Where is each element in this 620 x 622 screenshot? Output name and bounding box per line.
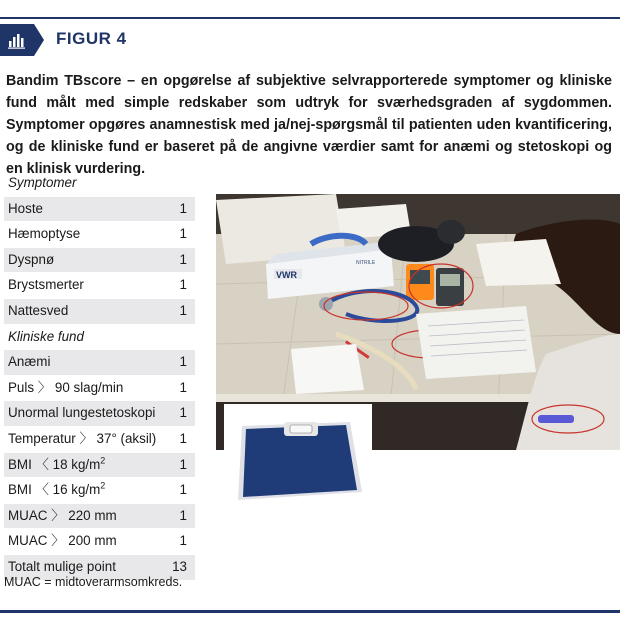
table-row <box>4 299 195 325</box>
table-row <box>4 197 195 223</box>
row-label-text: Hæmoptyse <box>8 226 81 242</box>
row-label <box>8 453 105 478</box>
figure-label: FIGUR 4 <box>56 29 127 48</box>
bar-chart-icon <box>7 31 27 49</box>
section-heading-findings <box>4 325 195 351</box>
row-label-superscript: 2 <box>100 455 106 466</box>
row-label-text: Nattesved <box>8 302 69 318</box>
row-label <box>8 299 68 324</box>
notebook-page <box>476 239 561 286</box>
row-label <box>8 401 155 426</box>
row-label <box>8 376 123 401</box>
section-heading-symptoms <box>4 171 195 197</box>
row-label-text: MUAC 〉 200 mm <box>8 533 117 549</box>
table-row <box>4 273 195 299</box>
top-rule <box>0 17 620 19</box>
row-value: 1 <box>179 456 187 472</box>
row-label-superscript: 2 <box>100 480 106 491</box>
row-value: 1 <box>179 226 187 242</box>
table-row <box>4 427 195 453</box>
total-value: 13 <box>172 558 187 574</box>
table-row <box>4 453 195 479</box>
scale-inset-photo <box>224 404 372 516</box>
row-label <box>8 529 117 554</box>
digital-meter <box>436 268 464 306</box>
table-row <box>4 401 195 427</box>
row-value: 1 <box>179 302 187 318</box>
figure-icon-box <box>0 24 34 56</box>
bottom-rule <box>0 610 620 613</box>
row-label-text: Anæmi <box>8 354 51 370</box>
form-sheet <box>291 344 364 394</box>
footnote: MUAC = midtoverarmsomkreds. <box>4 575 183 589</box>
row-label <box>8 427 156 452</box>
tbscore-table <box>4 171 195 581</box>
glove-box-brand: VWR <box>276 270 297 280</box>
table-row <box>4 478 195 504</box>
table-row <box>4 248 195 274</box>
row-value: 1 <box>179 379 187 395</box>
table-row <box>4 529 195 555</box>
row-label-text: Hoste <box>8 200 43 216</box>
row-value: 1 <box>179 354 187 370</box>
row-value: 1 <box>179 482 187 498</box>
row-value: 1 <box>179 533 187 549</box>
section-heading-label: Symptomer <box>8 175 77 190</box>
row-value: 1 <box>179 405 187 421</box>
bathroom-scale <box>238 422 362 500</box>
row-label-text: MUAC 〉 220 mm <box>8 507 117 523</box>
row-label-text: Puls 〉 90 slag/min <box>8 379 124 395</box>
figure-notch <box>34 24 44 56</box>
patient-chart <box>416 306 536 379</box>
total-label: Totalt mulige point <box>8 558 116 574</box>
table-row <box>4 504 195 530</box>
figure-header <box>0 24 620 56</box>
row-label-text: BMI 〈 16 kg/m <box>8 482 101 498</box>
glove-box-text: NITRILE <box>356 260 376 266</box>
row-label-text: Brystsmerter <box>8 277 84 293</box>
table-row <box>4 350 195 376</box>
figure-caption: Bandim TBscore – en opgørelse af subjektive selvrapporterede symptomer og kliniske fund målt med simple redskaber som udtryk for sværhedsgraden af sygdommen. Symptomer opgøres anamnestisk med ja/nej-spørgsmål til patienten uden kvantificering, og de kliniske fund er baseret på de angivne værdier samt for anæmi og stetoskopi og en klinisk vurdering. <box>6 73 612 177</box>
section-heading-label: Kliniske fund <box>8 328 84 344</box>
row-value: 1 <box>179 251 187 267</box>
row-label <box>8 273 84 298</box>
table-row <box>4 222 195 248</box>
row-label-text: Unormal lungestetoskopi <box>8 405 156 421</box>
row-label <box>8 222 80 247</box>
row-label-text: BMI 〈 18 kg/m <box>8 456 101 472</box>
row-label <box>8 350 50 375</box>
row-label <box>8 197 43 222</box>
row-label <box>8 248 54 273</box>
row-label <box>8 478 105 503</box>
table-row <box>4 376 195 402</box>
row-label-text: Dyspnø <box>8 251 55 267</box>
wrist-band <box>538 415 574 423</box>
row-value: 1 <box>179 200 187 216</box>
row-value: 1 <box>179 507 187 523</box>
row-value: 1 <box>179 277 187 293</box>
row-value: 1 <box>179 430 187 446</box>
row-label <box>8 504 117 529</box>
row-label-text: Temperatur 〉 37° (aksil) <box>8 430 157 446</box>
